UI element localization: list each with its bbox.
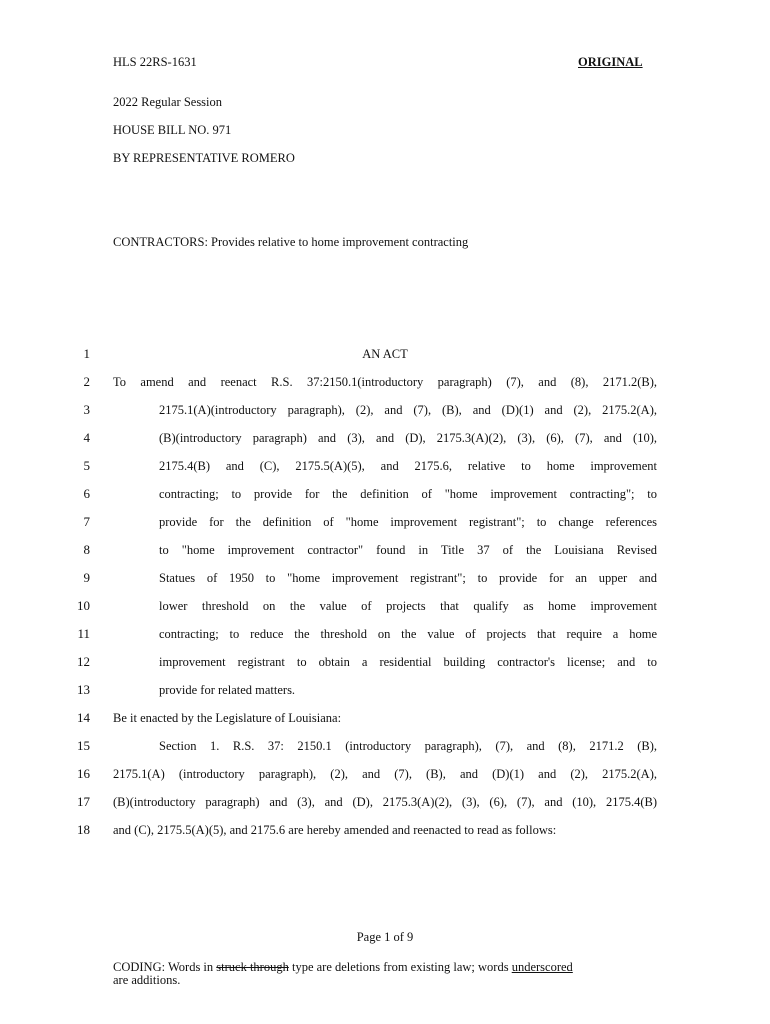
text-line: and (C), 2175.5(A)(5), and 2175.6 are hereby amended and reenacted to read as follows: — [113, 823, 557, 837]
digest: CONTRACTORS: Provides relative to home improvement contracting — [113, 235, 469, 249]
doc-id: HLS 22RS-1631 — [113, 55, 197, 69]
text-line: improvement registrant to obtain a residential building contractor's license; and to — [159, 655, 657, 669]
text-line: to "home improvement contractor" found in Title 37 of the Louisiana Revised — [159, 543, 657, 557]
line-number: 7 — [83, 514, 90, 529]
line-number: 17 — [77, 794, 90, 809]
line-number: 2 — [83, 374, 90, 389]
text-line: 2175.4(B) and (C), 2175.5(A)(5), and 2175.6, relative to home improvement — [159, 459, 657, 473]
line-number: 14 — [77, 710, 90, 725]
text-line: contracting; to provide for the definition of "home improvement contracting"; to — [159, 487, 657, 501]
enacting-clause: Be it enacted by the Legislature of Louisiana: — [113, 711, 342, 725]
coding-middle: type are deletions from existing law; words — [288, 960, 512, 974]
text-line: lower threshold on the value of projects that qualify as home improvement — [159, 599, 657, 613]
bill-number: HOUSE BILL NO. 971 — [113, 123, 232, 137]
line-number: 11 — [77, 626, 90, 641]
coding-suffix: are additions. — [113, 973, 181, 987]
line-number: 1 — [83, 346, 90, 361]
text-line: provide for related matters. — [159, 683, 296, 697]
line-number: 4 — [83, 430, 90, 445]
text-line: contracting; to reduce the threshold on the value of projects that require a home — [159, 627, 657, 641]
line-number: 5 — [83, 458, 90, 473]
text-line: To amend and reenact R.S. 37:2150.1(introductory paragraph) (7), and (8), 2171.2(B), — [113, 375, 657, 389]
line-number: 12 — [77, 654, 90, 669]
text-line: (B)(introductory paragraph) and (3), and (D), 2175.3(A)(2), (3), (6), (7), and (10), 2175.4(B) — [113, 795, 657, 809]
text-line: provide for the definition of "home improvement registrant"; to change references — [159, 515, 657, 529]
session: 2022 Regular Session — [113, 95, 223, 109]
bill-author: BY REPRESENTATIVE ROMERO — [113, 151, 295, 165]
line-number: 8 — [83, 542, 90, 557]
coding-note — [113, 960, 573, 975]
text-line: 2175.1(A)(introductory paragraph), (2), and (7), (B), and (D)(1) and (2), 2175.2(A), — [159, 403, 657, 417]
text-line: Section 1. R.S. 37: 2150.1 (introductory paragraph), (7), and (8), 2171.2 (B), — [159, 739, 657, 753]
act-title: AN ACT — [362, 347, 408, 361]
line-number: 16 — [77, 766, 90, 781]
line-number: 13 — [77, 682, 90, 697]
line-number: 10 — [77, 598, 90, 613]
text-line: 2175.1(A) (introductory paragraph), (2), and (7), (B), and (D)(1) and (2), 2175.2(A), — [113, 767, 657, 781]
line-number: 18 — [77, 822, 90, 837]
coding-struck: struck through — [216, 960, 289, 974]
line-number: 15 — [77, 738, 90, 753]
text-line: (B)(introductory paragraph) and (3), and (D), 2175.3(A)(2), (3), (6), (7), and (10), — [159, 431, 657, 445]
coding-under: underscored — [511, 960, 573, 974]
page-number: Page 1 of 9 — [356, 930, 414, 944]
line-number: 6 — [83, 486, 90, 501]
line-number: 9 — [83, 570, 90, 585]
line-number: 3 — [83, 402, 90, 417]
coding-prefix: CODING: Words in — [113, 960, 217, 974]
status-label: ORIGINAL — [578, 55, 643, 69]
text-line: Statues of 1950 to "home improvement registrant"; to provide for an upper and — [159, 571, 657, 585]
